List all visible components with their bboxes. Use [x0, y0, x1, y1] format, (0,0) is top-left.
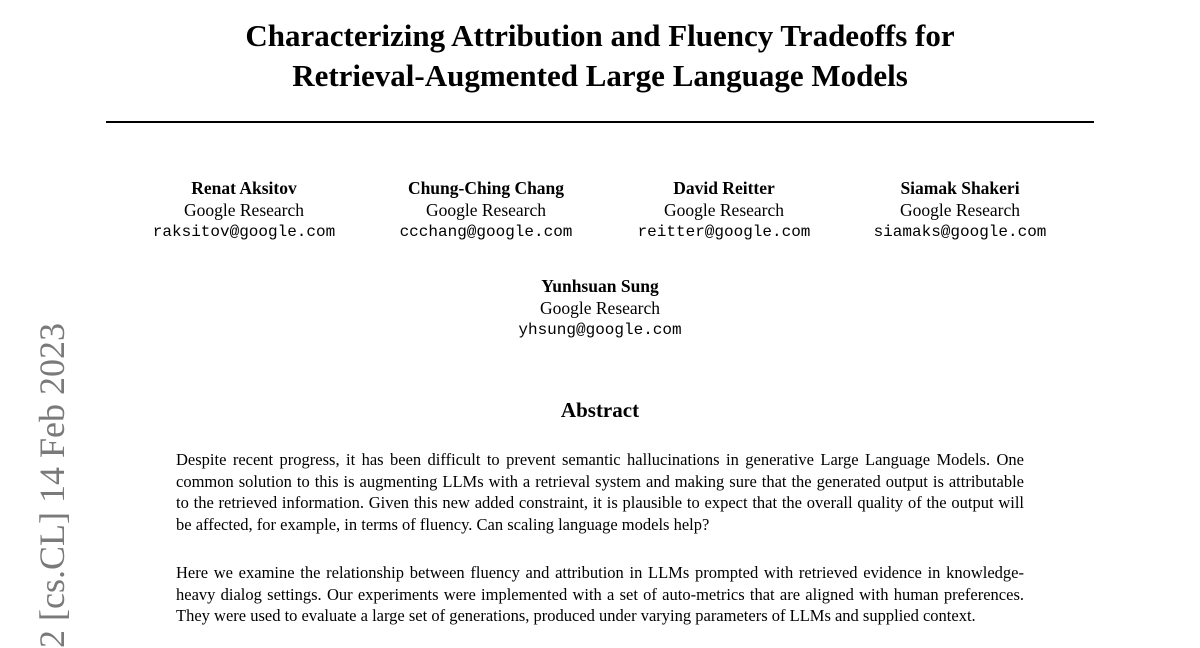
- author-block: [386, 177, 586, 243]
- author-email[interactable]: ccchang@google.com: [399, 223, 573, 241]
- author-affiliation: Google Research: [899, 200, 1021, 220]
- title-rule: [106, 121, 1094, 123]
- author-name: Chung-Ching Chang: [407, 178, 565, 198]
- paper-title-line-1: Characterizing Attribution and Fluency Tradeoffs for: [245, 18, 955, 53]
- author-email[interactable]: reitter@google.com: [637, 223, 811, 241]
- author-name: Renat Aksitov: [191, 178, 297, 198]
- author-name: David Reitter: [673, 178, 775, 198]
- author-block: [860, 177, 1060, 243]
- author-affiliation: Google Research: [425, 200, 547, 220]
- author-affiliation: Google Research: [663, 200, 785, 220]
- abstract-paragraph: Here we examine the relationship between fluency and attribution in LLMs prompted with retrieved evidence in knowledge-heavy dialog settings. Our experiments were implemented with a set of auto-metrics that are aligned with human preferences. They were used to evaluate a large set of generations, produced under varying parameters of LLMs and supplied context.: [176, 563, 1024, 625]
- author-name: Siamak Shakeri: [900, 178, 1020, 198]
- author-affiliation: Google Research: [183, 200, 305, 220]
- author-block: [144, 177, 344, 243]
- arxiv-sidebar-stamp: 2 [cs.CL] 14 Feb 2023: [32, 323, 72, 648]
- author-affiliation: Google Research: [539, 298, 661, 318]
- author-email[interactable]: yhsung@google.com: [518, 321, 682, 339]
- paper-title-line-2: Retrieval-Augmented Large Language Models: [292, 58, 908, 93]
- paper-title: [100, 16, 1100, 96]
- author-name: Yunhsuan Sung: [541, 276, 659, 296]
- author-email[interactable]: siamaks@google.com: [873, 223, 1047, 241]
- author-block: [624, 177, 824, 243]
- author-email[interactable]: raksitov@google.com: [152, 223, 336, 241]
- author-block: [500, 275, 700, 341]
- abstract-paragraph: Despite recent progress, it has been difficult to prevent semantic hallucinations in generative Large Language Models. One common solution to this is augmenting LLMs with a retrieval system and making sure that the generated output is attributable to the retrieved information. Given this new added constraint, it is plausible to expect that the overall quality of the output will be affected, for example, in terms of fluency. Can scaling language models help?: [176, 450, 1024, 534]
- abstract-heading: Abstract: [560, 398, 640, 422]
